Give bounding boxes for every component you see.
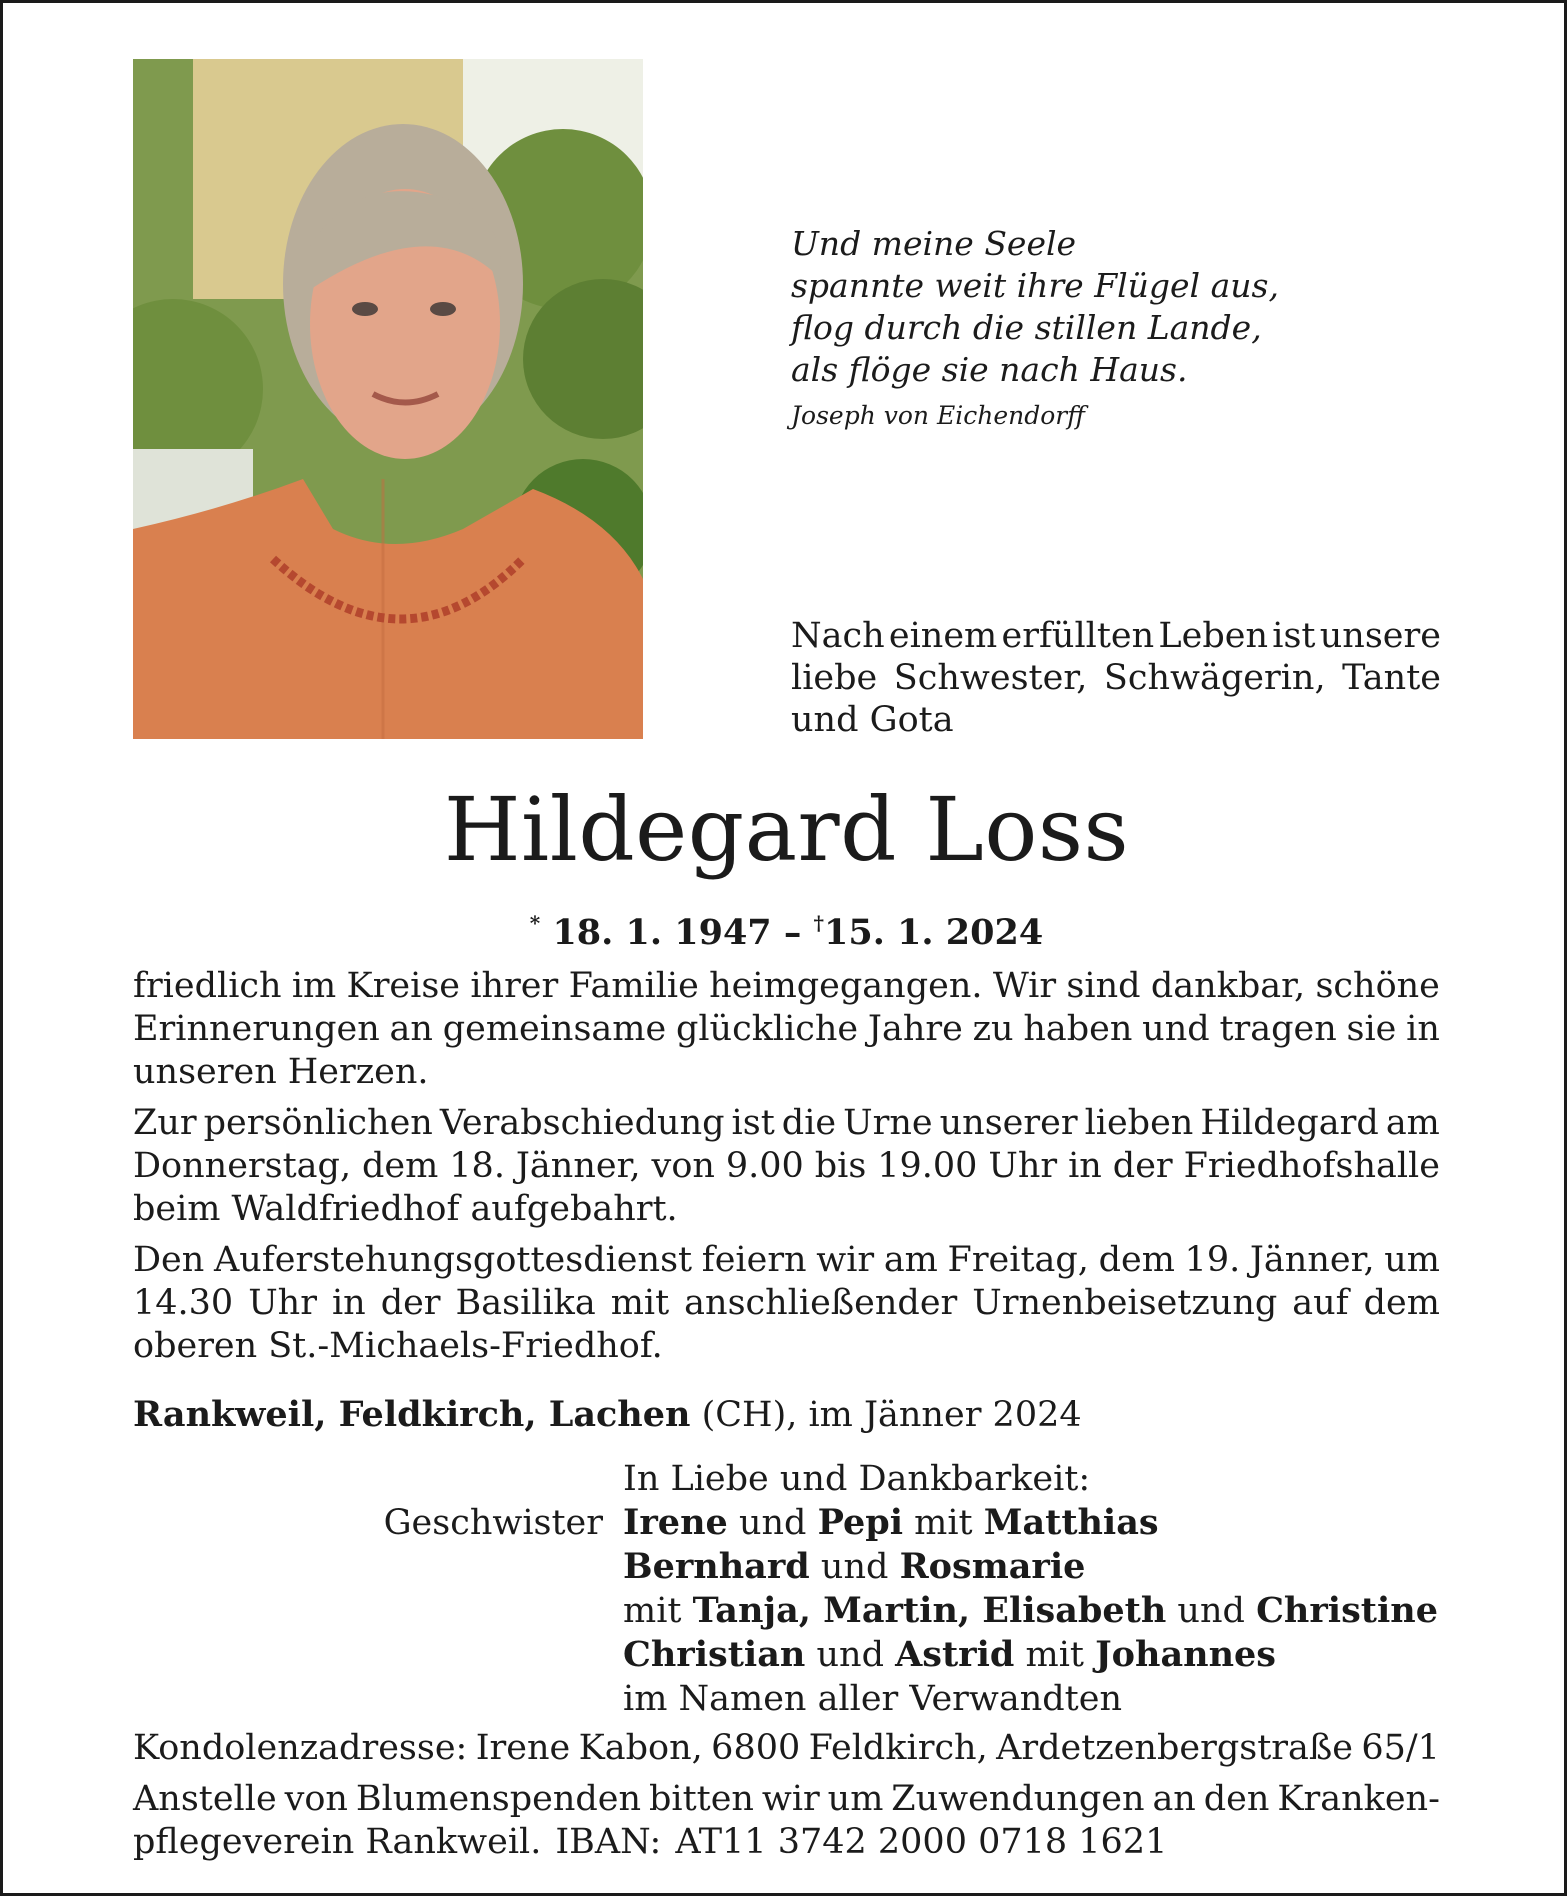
word: Schwester, xyxy=(893,658,1088,698)
condolence-address: Kondolenzadresse: Irene Kabon, 6800 Feldkirch, Ardetzenbergstraße 65/1 xyxy=(133,1728,1440,1768)
footer-notes xyxy=(133,1727,1440,1864)
poem-author: Joseph von Eichendorff xyxy=(791,401,1085,430)
word: unsere xyxy=(1319,616,1441,656)
mourners-block xyxy=(383,1457,1483,1721)
text-line: friedlich im Kreise ihrer Familie heimgegangen. Wir sind dankbar, schöne xyxy=(133,966,1440,1006)
mourners-row xyxy=(383,1457,1483,1501)
donation-note: Anstelle von Blumenspenden bitten wir um Zuwendungen an den Kranken- xyxy=(133,1779,1440,1819)
date-separator: – xyxy=(783,912,802,953)
word: Schwägerin, xyxy=(1103,658,1326,698)
mourners-line: Christian und Astrid mit Johannes xyxy=(623,1634,1277,1675)
mourners-line: Bernhard und Rosmarie xyxy=(623,1546,1086,1587)
intro-line xyxy=(791,657,1441,699)
portrait-illustration xyxy=(133,59,643,739)
text-line: Donnerstag, dem 18. Jänner, von 9.00 bis 19.00 Uhr in der Friedhofshalle xyxy=(133,1146,1440,1186)
poem-line: flog durch die stillen Lande, xyxy=(791,308,1262,347)
mourners-line: mit Tanja, Martin, Elisabeth und Christine xyxy=(623,1590,1438,1631)
text-line: Zur persönlichen Verabschiedung ist die Urne unserer lieben Hildegard am xyxy=(133,1103,1440,1143)
poem-line: spannte weit ihre Flügel aus, xyxy=(791,266,1279,305)
portrait-photo xyxy=(133,59,643,739)
mourners-line: Irene und Pepi mit Matthias xyxy=(623,1502,1159,1543)
word: Leben xyxy=(1158,616,1269,656)
intro-line: und Gota xyxy=(791,700,954,740)
mourners-closing: im Namen aller Verwandten xyxy=(623,1679,1122,1719)
birth-star: * xyxy=(529,911,541,935)
paragraph-farewell xyxy=(133,1102,1440,1231)
intro-line xyxy=(791,615,1441,657)
mourners-label: Geschwister xyxy=(383,1503,603,1543)
poem-line: als flöge sie nach Haus. xyxy=(791,350,1188,389)
word: Nach xyxy=(791,616,885,656)
word: Tante xyxy=(1342,658,1441,698)
intro-text xyxy=(791,615,1441,741)
text-line: 14.30 Uhr in der Basilika mit anschließender Urnenbeisetzung auf dem xyxy=(133,1283,1440,1323)
word: ist xyxy=(1272,616,1316,656)
paragraph-passing xyxy=(133,965,1440,1094)
word: liebe xyxy=(791,658,878,698)
main-text xyxy=(133,965,1440,1376)
mourners-row xyxy=(383,1501,1483,1721)
text-line: beim Waldfriedhof aufgebahrt. xyxy=(133,1189,678,1229)
text-line: oberen St.-Michaels-Friedhof. xyxy=(133,1326,663,1366)
place-country-date: (CH), im Jänner 2024 xyxy=(701,1395,1082,1435)
place-and-date xyxy=(133,1393,1433,1437)
poem-quote xyxy=(791,223,1491,433)
life-dates xyxy=(3,901,1567,955)
mourners-label-spacer xyxy=(383,1457,623,1501)
death-cross: † xyxy=(813,911,824,935)
poem-line: Und meine Seele xyxy=(791,224,1077,263)
text-line: Den Auferstehungsgottesdienst feiern wir am Freitag, dem 19. Jänner, um xyxy=(133,1240,1440,1280)
death-date: 15. 1. 2024 xyxy=(824,912,1044,953)
paragraph-service xyxy=(133,1239,1440,1368)
word: erfüllten xyxy=(1001,616,1155,656)
birth-date: 18. 1. 1947 xyxy=(552,912,772,953)
deceased-name: Hildegard Loss xyxy=(443,778,1130,881)
place-towns: Rankweil, Feldkirch, Lachen xyxy=(133,1394,691,1435)
text-line: Erinnerungen an gemeinsame glückliche Jahre zu haben und tragen sie in xyxy=(133,1009,1440,1049)
mourners-intro: In Liebe und Dankbarkeit: xyxy=(623,1459,1091,1499)
donation-iban: pflegeverein Rankweil. IBAN: AT11 3742 2000 0718 1621 xyxy=(133,1822,1168,1862)
word: einem xyxy=(888,616,998,656)
text-line: unseren Herzen. xyxy=(133,1052,429,1092)
